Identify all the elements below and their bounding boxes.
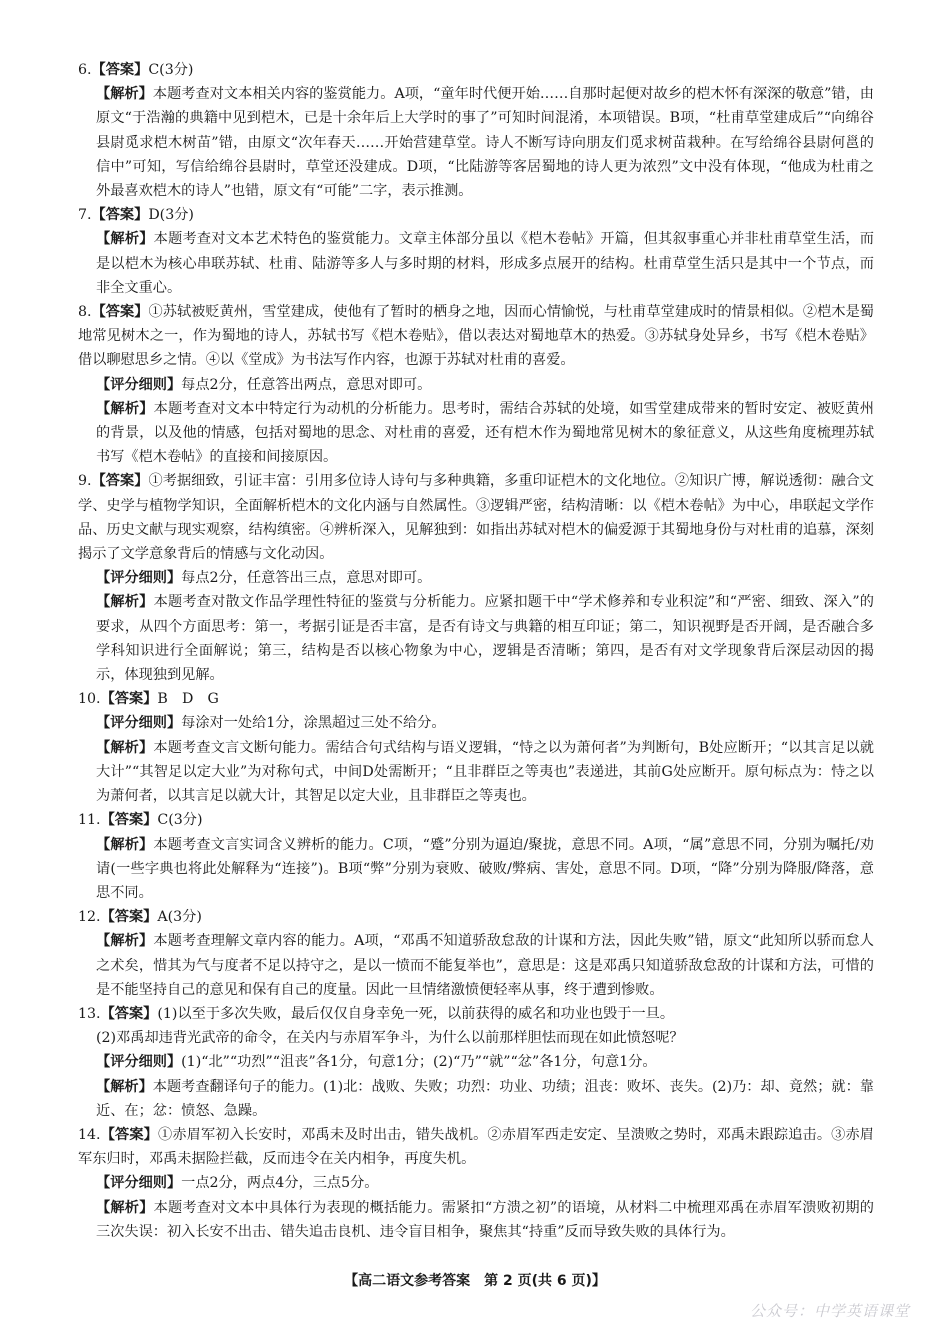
section-text: 本题考查文言文断句能力。需结合句式结构与语义逻辑，“恃之以为萧何者”为判断句，B处应断开；“以其言足以就大计”“其智足以定大业”为对称句式，中间D处需断开；“且非群臣之等夷也”表递进，其前G处应断开。原句标点为：恃之以为萧何者，以其言足以就大计，其智足以定大业，且非群臣之等夷也。 xyxy=(96,739,874,805)
analysis-section xyxy=(78,1196,874,1244)
answer-tag: 【答案】 xyxy=(91,473,149,490)
answer-extra: (2)邓禹却违背光武帝的命令，在关内与赤眉军争斗，为什么以前那样胆怯而现在如此愤怒呢？ xyxy=(96,1030,684,1047)
section-tag: 【解析】 xyxy=(96,1199,154,1216)
section-tag: 【解析】 xyxy=(96,836,154,853)
analysis-section xyxy=(78,590,874,687)
section-text: 每涂对一处给1分，涂黑超过三处不给分。 xyxy=(181,715,446,732)
section-text: 本题考查对文本艺术特色的鉴赏能力。文章主体部分虽以《桤木卷帖》开篇，但其叙事重心并非杜甫草堂生活，而是以桤木为核心串联苏轼、杜甫、陆游等多人与多时期的材料，形成多点展开的结构。杜甫草堂生活只是其中一个节点，而非全文重心。 xyxy=(96,231,874,296)
question-block xyxy=(78,1002,874,1123)
section-tag: 【解析】 xyxy=(96,86,153,103)
question-number: 13. xyxy=(78,1005,101,1022)
answer-tag: 【答案】 xyxy=(91,207,149,224)
analysis-section xyxy=(78,566,874,590)
question-block xyxy=(78,905,874,1002)
analysis-section xyxy=(78,373,874,397)
question-number: 8. xyxy=(78,304,92,321)
answer-tag: 【答案】 xyxy=(100,1126,159,1143)
answer-text: (1)以至于多次失败，最后仅仅自身幸免一死，以前获得的威名和功业也毁于一旦。 xyxy=(157,1005,675,1022)
analysis-section xyxy=(78,1075,874,1123)
analysis-section xyxy=(78,397,874,470)
answer-tag: 【答案】 xyxy=(100,812,158,829)
question-number: 6. xyxy=(78,62,92,78)
section-text: 一点2分，两点4分，三点5分。 xyxy=(181,1175,379,1192)
section-text: 每点2分，任意答出两点，意思对即可。 xyxy=(181,376,432,393)
question-number: 14. xyxy=(78,1126,101,1143)
question-block xyxy=(78,300,874,469)
answer-line xyxy=(78,1002,874,1026)
answer-line xyxy=(78,808,874,832)
section-tag: 【评分细则】 xyxy=(96,715,182,732)
question-block xyxy=(78,469,874,687)
question-number: 9. xyxy=(78,473,92,490)
section-tag: 【解析】 xyxy=(96,231,154,248)
section-text: 每点2分，任意答出三点，意思对即可。 xyxy=(181,570,432,587)
page-footer: 【高二语文参考答案 第 2 页(共 6 页)】 xyxy=(344,1273,606,1289)
analysis-section xyxy=(78,736,874,809)
answer-text: ①苏轼被贬黄州，雪堂建成，使他有了暂时的栖身之地，因而心情愉悦，与杜甫草堂建成时的情景相似。②桤木是蜀地常见树木之一，作为蜀地的诗人，苏轼书写《桤木卷贴》，借以表达对蜀地草木的热爱。③苏轼身处异乡，书写《桤木卷贴》借以聊慰思乡之情。④以《堂成》为书法写作内容，也源于苏轼对杜甫的喜爱。 xyxy=(78,304,874,369)
question-block xyxy=(78,1123,874,1244)
answer-tag: 【答案】 xyxy=(100,909,158,926)
section-text: 本题考查翻译句子的能力。(1)北：战败、失败；功烈：功业、功绩；沮丧：败坏、丧失。(2)乃：却、竟然；就：靠近、在；忿：愤怒、急躁。 xyxy=(96,1078,874,1119)
analysis-section xyxy=(78,833,874,906)
answer-text: A(3分) xyxy=(157,909,202,926)
question-block xyxy=(78,203,874,300)
question-block xyxy=(78,687,874,808)
analysis-section xyxy=(78,82,874,203)
question-block xyxy=(78,58,874,203)
answer-text: ①赤眉军初入长安时，邓禹未及时出击，错失战机。②赤眉军西走安定、呈溃败之势时，邓禹未跟踪追击。③赤眉军东归时，邓禹未据险拦截，反而违令在关内相争，再度失机。 xyxy=(78,1126,874,1168)
answer-line xyxy=(78,203,874,227)
analysis-section xyxy=(78,1171,874,1195)
analysis-section xyxy=(78,929,874,1002)
section-tag: 【解析】 xyxy=(96,400,154,417)
answer-text: C(3分) xyxy=(157,812,203,829)
answer-line xyxy=(78,905,874,929)
answer-text: B D G xyxy=(157,691,219,708)
answer-line xyxy=(78,1123,874,1171)
question-number: 12. xyxy=(78,909,101,926)
question-block xyxy=(78,808,874,905)
section-tag: 【解析】 xyxy=(96,594,154,611)
answer-text: C(3分) xyxy=(148,62,194,78)
section-text: 本题考查对文本中特定行为动机的分析能力。思考时，需结合苏轼的处境，如雪堂建成带来的暂时安定、被贬黄州的背景，以及他的情感，包括对蜀地的思念、对杜甫的喜爱，还有桤木作为蜀地常见树木的象征意义，从这些角度梳理苏轼书写《桤木卷帖》的直接和间接原因。 xyxy=(96,400,874,466)
section-text: 本题考查文言实词含义辨析的能力。C项，“蹙”分别为逼迫/聚拢，意思不同。A项，“属”意思不同，分别为嘱托/劝请(一些字典也将此处解释为“连接”)。B项“弊”分别为衰败、破败/弊病、害处，意思不同。D项，“降”分别为降服/降落，意思不同。 xyxy=(96,836,874,901)
section-text: 本题考查理解文章内容的能力。A项，“邓禹不知道骄敌怠敌的计谋和方法，因此失败”错，原文“此知所以骄而怠人之术矣，惜其为气与度者不足以持守之，是以一愤而不能复举也”，意思是：这是邓禹只知道骄敌怠敌的计谋和方法，可惜的是不能坚持自己的意见和保有自己的度量。因此一旦情绪激愤便轻率从事，终于遭到惨败。 xyxy=(96,933,874,998)
section-tag: 【解析】 xyxy=(96,933,154,950)
question-number: 10. xyxy=(78,691,101,708)
section-tag: 【评分细则】 xyxy=(96,570,182,587)
section-text: 本题考查对散文作品学理性特征的鉴赏与分析能力。应紧扣题干中“学术修养和专业积淀”和“严密、细致、深入”的要求，从四个方面思考：第一，考据引证是否丰富，是否有诗文与典籍的相互印证；第二，知识视野是否开阔，是否融合多学科知识进行全面解说；第三，结构是否以核心物象为中心，逻辑是否清晰；第四，是否有对文学现象背后深层动因的揭示，体现独到见解。 xyxy=(96,594,874,684)
section-tag: 【评分细则】 xyxy=(96,1175,182,1192)
question-number: 11. xyxy=(78,812,101,829)
answer-text: D(3分) xyxy=(148,207,194,224)
answer-line xyxy=(78,300,874,373)
section-tag: 【评分细则】 xyxy=(96,376,182,393)
analysis-section xyxy=(78,711,874,735)
section-text: 本题考查对文本中具体行为表现的概括能力。需紧扣“方溃之初”的语境，从材料二中梳理邓禹在赤眉军溃败初期的三次失误：初入长安不出击、错失追击良机、违令盲目相争，聚焦其“持重”反而导致失败的具体行为。 xyxy=(96,1199,874,1240)
answer-line xyxy=(78,687,874,711)
answer-tag: 【答案】 xyxy=(91,62,149,78)
answer-tag: 【答案】 xyxy=(100,1005,158,1022)
answer-tag: 【答案】 xyxy=(100,691,158,708)
answer-line xyxy=(78,469,874,566)
section-tag: 【解析】 xyxy=(96,1078,153,1095)
section-text: 本题考查对文本相关内容的鉴赏能力。A项，“童年时代便开始……自那时起便对故乡的桤木怀有深深的敬意”错，由原文“于浩瀚的典籍中见到桤木，已是十余年后上大学时的事了”可知时间混淆，本项错误。B项，“杜甫草堂建成后”“向绵谷县尉觅求桤木树苗”错，由原文“次年春天……开始营建草堂。诗人不断写诗向朋友们觅求树苗栽种。在写给绵谷县尉何邕的信中”可知，写信给绵谷县尉时，草堂还没建成。D项，“比陆游等客居蜀地的诗人更为浓烈”文中没有体现，“他成为杜甫之外最喜欢桤木的诗人”也错，原文有“可能”二字，表示推测。 xyxy=(96,86,874,200)
analysis-section xyxy=(78,1050,874,1074)
answer-tag: 【答案】 xyxy=(91,304,149,321)
answer-line xyxy=(78,58,874,82)
answer-text: ①考据细致，引证丰富：引用多位诗人诗句与多种典籍，多重印证桤木的文化地位。②知识广博，解说透彻：融合文学、史学与植物学知识，全面解析桤木的文化内涵与自然属性。③逻辑严密，结构清晰：以《桤木卷帖》为中心，串联起文学作品、历史文献与现实观察，结构缜密。④辨析深入，见解独到：如指出苏轼对桤木的偏爱源于其蜀地身份与对杜甫的追慕，深刻揭示了文学意象背后的情感与文化动因。 xyxy=(78,473,874,563)
analysis-section xyxy=(78,227,874,300)
answer-content xyxy=(78,58,874,1244)
question-number: 7. xyxy=(78,207,92,224)
section-text: (1)“北”“功烈”“沮丧”各1分，句意1分；(2)“乃”“就”“忿”各1分，句意1分。 xyxy=(181,1054,657,1071)
section-tag: 【评分细则】 xyxy=(96,1054,182,1071)
watermark: 公众号：中学英语课堂 xyxy=(749,1302,910,1320)
section-tag: 【解析】 xyxy=(96,739,154,756)
